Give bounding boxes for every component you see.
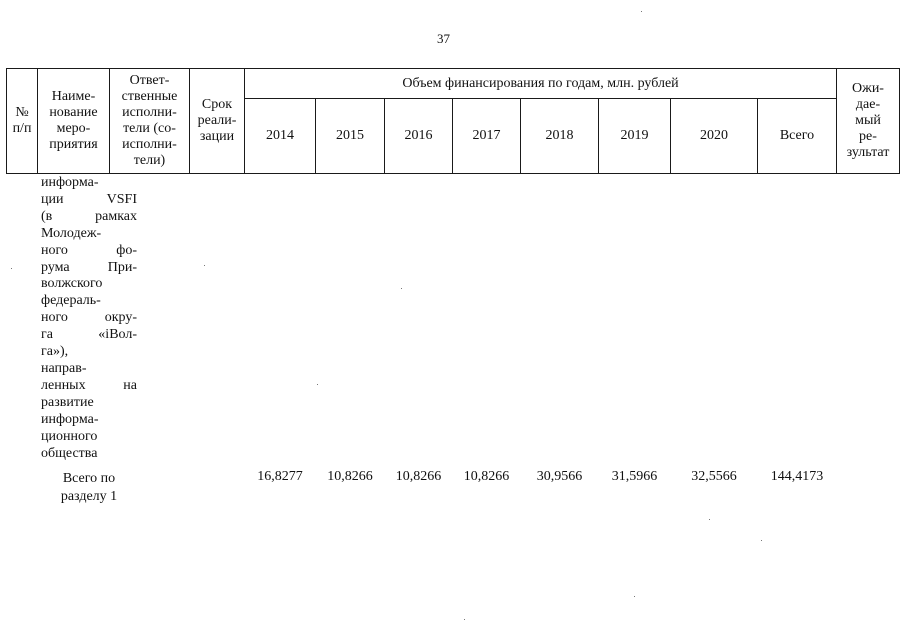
header-year-2015: 2015 (336, 128, 364, 143)
scan-speck (634, 596, 635, 597)
header-year-2019: 2019 (620, 128, 649, 143)
page-number: 37 (437, 31, 450, 46)
section-total-label: Всего по разделу 1 (60, 471, 118, 504)
event-description: информа- ции VSFI (в рамках Молодеж- ного фо- рума При- волжского федераль- ного окру- га «iВол- га»), направ- ленных на развитие информа- ционного общества (41, 175, 137, 461)
total-value-all: 144,4173 (770, 469, 824, 484)
total-value-2020: 32,5566 (691, 469, 737, 484)
scan-speck (401, 288, 402, 289)
header-responsible: Ответ- ственные исполни- тели (со- исполни- тели) (121, 73, 178, 168)
total-value-2018: 30,9566 (536, 469, 583, 484)
scan-speck (641, 11, 642, 12)
header-expected-result: Ожи- дае- мый ре- зультат (846, 81, 890, 160)
header-year-2016: 2016 (404, 128, 433, 143)
header-total: Всего (779, 128, 815, 143)
table-header (6, 68, 900, 174)
scan-speck (317, 384, 318, 385)
header-term: Срок реали- зации (197, 97, 237, 144)
header-year-2018: 2018 (545, 128, 574, 143)
scan-speck (11, 268, 12, 269)
header-event-name: Наиме- нование меро- приятия (49, 89, 98, 152)
total-value-2014: 16,8277 (257, 469, 303, 484)
scan-speck (204, 265, 205, 266)
col-rule (899, 68, 900, 174)
header-year-2014: 2014 (266, 128, 294, 143)
header-year-2017: 2017 (472, 128, 501, 143)
header-number: № п/п (12, 105, 32, 136)
total-value-2017: 10,8266 (463, 469, 510, 484)
total-value-2015: 10,8266 (327, 469, 373, 484)
header-bottom-rule (6, 173, 900, 174)
scan-speck (709, 519, 710, 520)
header-year-2020: 2020 (700, 128, 728, 143)
total-value-2019: 31,5966 (611, 469, 658, 484)
total-value-2016: 10,8266 (395, 469, 442, 484)
header-funding: Объем финансирования по годам, млн. рублей (402, 75, 679, 91)
scan-speck (464, 619, 465, 620)
scan-speck (761, 540, 762, 541)
